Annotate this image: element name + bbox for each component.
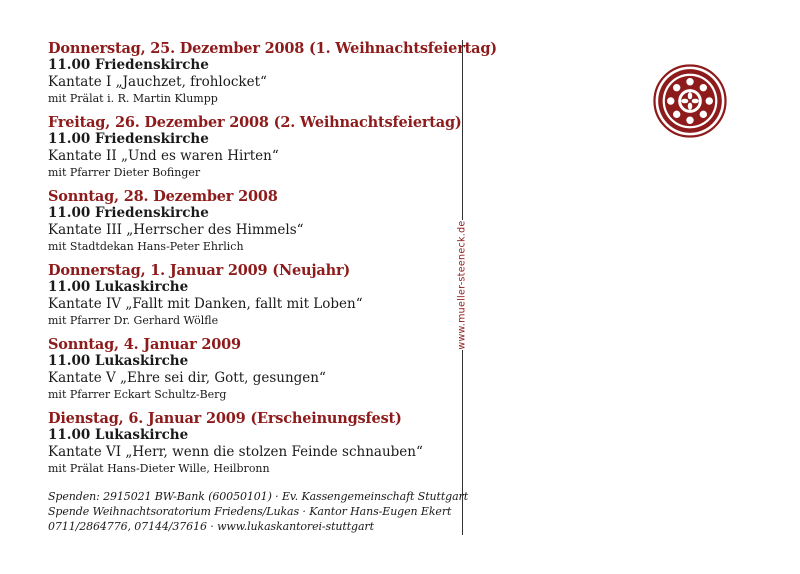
event-item [48,336,458,403]
event-place: 11.00 Friedenskirche [48,57,209,73]
event-cantata: Kantate I „Jauchzet, frohlocket“ [48,74,267,90]
event-item [48,114,462,181]
event-cantata: Kantate III „Herrscher des Himmels“ [48,222,304,238]
event-item [48,410,458,477]
event-item [48,188,458,255]
event-place: 11.00 Friedenskirche [48,205,209,221]
event-place: 11.00 Lukaskirche [48,427,189,443]
event-date: Donnerstag, 1. Januar 2009 (Neujahr) [48,262,351,279]
event-officiant: mit Pfarrer Dr. Gerhard Wölfle [48,314,219,327]
event-officiant: mit Prälat i. R. Martin Klumpp [48,92,218,105]
footer-line: Spende Weihnachtsoratorium Friedens/Lukas · Kantor Hans-Eugen Ekert [48,505,452,518]
footer-line: 0711/2864776, 07144/37616 · www.lukaskantorei-stuttgart [48,520,374,533]
event-date: Dienstag, 6. Januar 2009 (Erscheinungsfest) [48,410,402,427]
event-officiant: mit Prälat Hans-Dieter Wille, Heilbronn [48,462,270,475]
footer-line: Spenden: 2915021 BW-Bank (60050101) · Ev. Kassengemeinschaft Stuttgart [48,490,469,503]
event-date: Sonntag, 28. Dezember 2008 [48,188,278,205]
event-date: Donnerstag, 25. Dezember 2008 (1. Weihnachtsfeiertag) [48,40,497,57]
event-place: 11.00 Lukaskirche [48,279,189,295]
event-officiant: mit Pfarrer Dieter Bofinger [48,166,201,179]
event-officiant: mit Pfarrer Eckart Schultz-Berg [48,388,227,401]
rosette-seal-icon [653,64,727,138]
event-cantata: Kantate II „Und es waren Hirten“ [48,148,279,164]
event-officiant: mit Stadtdekan Hans-Peter Ehrlich [48,240,244,253]
event-item [48,262,458,329]
event-place: 11.00 Friedenskirche [48,131,209,147]
event-cantata: Kantate VI „Herr, wenn die stolzen Feinde schnauben“ [48,444,423,460]
event-item [48,40,497,107]
event-place: 11.00 Lukaskirche [48,353,189,369]
event-date: Freitag, 26. Dezember 2008 (2. Weihnachtsfeiertag) [48,114,462,131]
event-date: Sonntag, 4. Januar 2009 [48,336,241,353]
donation-footer [48,489,468,534]
designer-url: www.mueller-steeneck.de [456,220,468,350]
event-cantata: Kantate V „Ehre sei dir, Gott, gesungen“ [48,370,326,386]
event-cantata: Kantate IV „Fallt mit Danken, fallt mit Loben“ [48,296,363,312]
